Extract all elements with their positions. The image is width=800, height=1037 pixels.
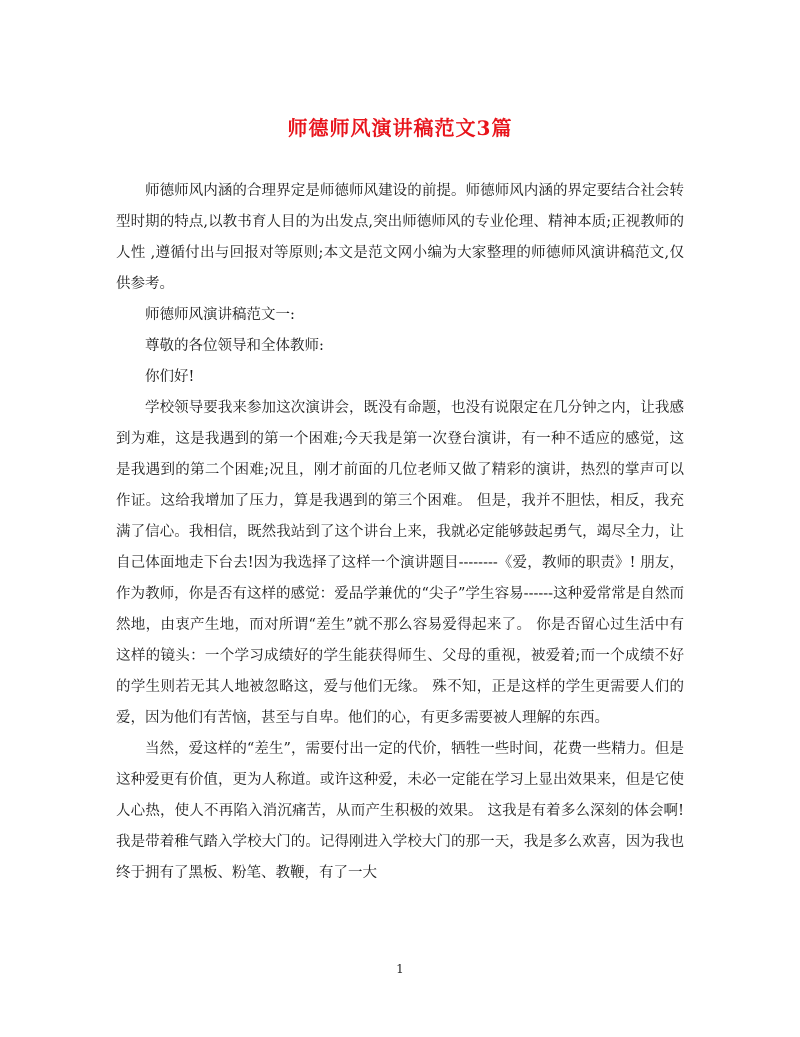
document-body <box>116 176 684 889</box>
intro-paragraph: 师德师风内涵的合理界定是师德师风建设的前提。师德师风内涵的界定要结合社会转型时期的特点,以教书育人目的为出发点,突出师德师风的专业伦理、精神本质;正视教师的 人性 ,遵循付出与回报对等原则;本文是范文网小编为大家整理的师德师风演讲稿范文,仅供参考。 <box>116 183 684 292</box>
document-title: 师德师风演讲稿范文3篇 <box>287 116 513 140</box>
body-paragraph: 学校领导要我来参加这次演讲会，既没有命题，也没有说限定在几分钟之内，让我感到为难，这是我遇到的第一个困难;今天我是第一次登台演讲，有一种不适应的感觉，这是我遇到的第二个困难;况且，刚才前面的几位老师又做了精彩的演讲，热烈的掌声可以作证。这给我增加了压力，算是我遇到的第三个困难。 但是，我并不胆怯，相反，我充满了信心。我相信，既然我站到了这个讲台上来，我就必定能够鼓起勇气，竭尽全力，让自己体面地走下台去!因为我选择了这样一个演讲题目--------《爱，教师的职责》! 朋友，作为教师，你是否有这样的感觉：爱品学兼优的“尖子”学生容易------这种爱常常是自然而然地，由衷产生地，而对所谓“差生”就不那么容易爱得起来了。 你是否留心过生活中有这样的镜头：一个学习成绩好的学生能获得师生、父母的重视，被爱着;而一个成绩不好的学生则若无其人地被忽略这，爱与他们无缘。 殊不知，正是这样的学生更需要人们的爱，因为他们有苦恼，甚至与自卑。他们的心，有更多需要被人理解的东西。 <box>116 400 684 726</box>
page-number: 1 <box>396 962 404 976</box>
salutation: 尊敬的各位领导和全体教师: <box>145 338 324 354</box>
greeting: 你们好! <box>145 369 195 385</box>
section-heading: 师德师风演讲稿范文一: <box>145 307 295 323</box>
body-paragraph: 当然，爱这样的“差生”，需要付出一定的代价，牺牲一些时间，花费一些精力。但是这种爱更有价值，更为人称道。或许这种爱，未必一定能在学习上显出效果来，但是它使人心热，使人不再陷入消沉痛苦，从而产生积极的效果。 这我是有着多么深刻的体会啊! 我是带着稚气踏入学校大门的。记得刚进入学校大门的那一天，我是多么欢喜，因为我也终于拥有了黑板、粉笔、教鞭，有了一大 <box>116 741 684 881</box>
